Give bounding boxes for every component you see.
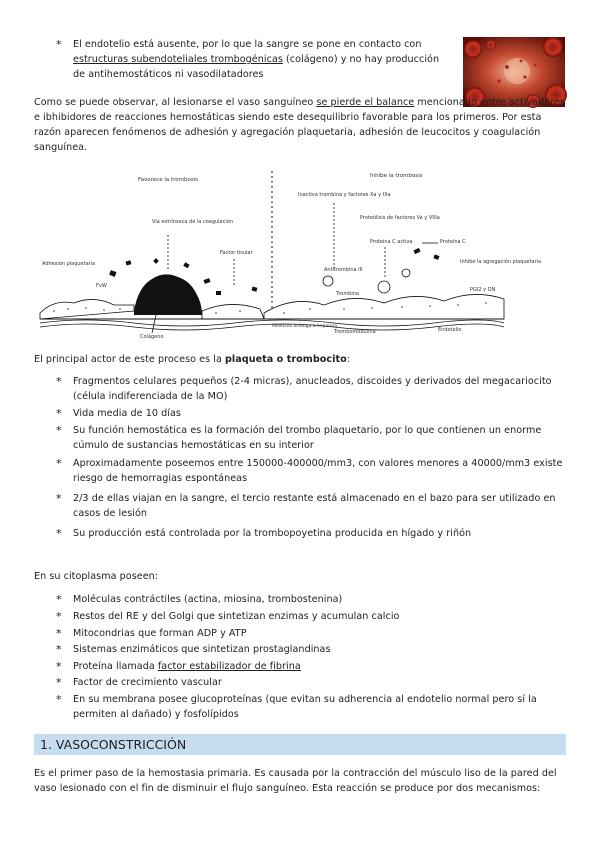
paragraph-balance: Como se puede observar, al lesionarse el vaso sanguíneo se pierde el balance mencionado entre activadores e ibhibidores de reacciones hemostáticas siendo este desequilibrio favorable para los primeros. Por esta razón aparecen fenómenos de adhesión y agregación plaquetaria, adhesión de leucocitos y coagulación sanguínea. bbox=[34, 97, 566, 153]
cytoplasm-intro: En su citoplasma poseen: bbox=[34, 571, 159, 582]
bullet-star: * bbox=[56, 693, 62, 706]
section-heading bbox=[34, 734, 566, 755]
bullet-star: * bbox=[56, 676, 62, 689]
underlined-term: se pierde el balance bbox=[316, 97, 415, 108]
label-trombina: Trombina bbox=[336, 291, 359, 297]
label-favorece: Favorece la trombosis bbox=[138, 177, 199, 183]
bullet-star: * bbox=[56, 660, 62, 673]
label-via-extrinseca: Vía extrínseca de la coagulación bbox=[152, 219, 233, 225]
bold-term: plaqueta o trombocito bbox=[225, 354, 347, 365]
bullet-star: * bbox=[56, 527, 62, 540]
paragraph-vasoconstriction: Es el primer paso de la hemostasia primaria. Es causada por la contracción del músculo liso de la pared del vaso lesionado con el fin de disminuir el flujo sanguíneo. Esta reacción se produce por dos mecanismos: bbox=[34, 768, 557, 794]
underlined-term: factor estabilizador de fibrina bbox=[157, 661, 301, 672]
label-proteolisis: Proteólisis de factores Va y VIIIa bbox=[360, 215, 440, 221]
label-adhesion: Adhesión plaquetaria bbox=[42, 261, 96, 267]
bullet-star: * bbox=[56, 643, 62, 656]
bullet-star: * bbox=[56, 407, 62, 420]
paragraph-main-actor: El principal actor de este proceso es la plaqueta o trombocito: bbox=[34, 354, 351, 365]
bullet-star: * bbox=[56, 610, 62, 623]
label-trombomodulina: Trombomodulina bbox=[334, 329, 376, 335]
label-inhibe-agregacion: Inhibe la agregación plaquetaria bbox=[460, 259, 542, 265]
bullet-star: * bbox=[56, 627, 62, 640]
label-pgi2: PGI2 y ON bbox=[470, 287, 496, 293]
bullet-star: * bbox=[56, 492, 62, 505]
label-inactiva: Inactiva trombina y factores Xa y IXa bbox=[298, 192, 391, 198]
section-title: 1. VASOCONSTRICCIÓN bbox=[40, 737, 187, 752]
bullet-star: * bbox=[56, 38, 62, 51]
label-molecula: Molécula análoga a heparina bbox=[272, 324, 337, 329]
label-antitrombina: Antitrombina III bbox=[324, 267, 363, 273]
underlined-term: estructuras subendoteliales trombogénicas bbox=[73, 54, 283, 65]
bullet-star: * bbox=[56, 375, 62, 388]
bullet-star: * bbox=[56, 424, 62, 437]
label-factor-tisular: Factor tisular bbox=[220, 250, 253, 256]
label-proteina-cs: Proteína C activa bbox=[370, 239, 413, 245]
label-fvw: FvW bbox=[96, 283, 107, 289]
hemostasis-diagram bbox=[34, 163, 542, 340]
label-proteina-c: Proteína C bbox=[440, 239, 466, 245]
intro-bullet-text: El endotelio está ausente, por lo que la sangre se pone en contacto con estructuras subendoteliales trombogénicas (colágeno) y no hay producción de antihemostáticos ni vasodilatadores bbox=[73, 39, 440, 80]
document-page: * El endotelio está ausente, por lo que la sangre se pone en contacto con estructuras subendoteliales trombogénicas (colágeno) y no hay producción de antihemostáticos ni vasodilatadores Como se puede observar, al lesionarse el vaso sanguíneo se pierde el balance mencionado entre activadores e ibhibidores de reacciones hemostáticas siendo este desequilibrio favorable para los primeros. Por esta razón aparecen fenómenos de adhesión y agregación plaquetaria, adhesión de leucocitos y coagulación sanguínea. Favorece la trombosis Inhibe la trombosis Inactiva trombina y factores Xa y IXa Proteólisis de factores Va y VIIIa Proteína C activa Proteína C Vía extrínseca de la coagulación Factor tisular Adhesión plaquetaria FvW Antitrombina III Trombina Inhibe la agregación plaquetaria PGI2 y ON Molécula análoga a heparina Trombomodulina Endotelio Colágeno El principal actor de este proceso es la plaqueta o trombocito: * Fragmentos celulares pequeños (2-4 micras), anucleados, discoides y derivados del megacariocito (célula indiferenciada de la MO) * Vida media de 10 días * Su función hemostática es la formación del trombo plaquetario, por lo que contienen un enorme cúmulo de sustancias hemostáticas en su interior * Aproximadamente poseemos entre 150000-400000/mm3, con valores menores a 40000/mm3 existe riesgo de hemorragias espontáneas * 2/3 de ellas viajan en la sangre, el tercio restante está almacenado en el bazo para ser utilizado en casos de lesión * Su producción está controlada por la trombopoyetina producida en hígado y riñón En su citoplasma poseen: * Moléculas contráctiles (actina, miosina, trombostenina) * Restos del RE y del Golgi que sintetizan enzimas y acumulan calcio * Mitocondrias que forman ADP y ATP * Sistemas enzimáticos que sintetizan prostaglandinas * Proteína llamada factor estabilizador de fibrina * Factor de crecimiento vascular * En su membrana posee glucoproteínas (que evitan su adherencia al endotelio normal pero sí la permiten al dañado) y fosfolípidos 1. VASOCONSTRICCIÓN Es el primer paso de la hemostasia primaria. Es causada por la contracción del músculo liso de la pared del vaso lesionado con el fin de disminuir el flujo sanguíneo. Esta reacción se produce por dos mecanismos: bbox=[34, 38, 566, 794]
bullet-star: * bbox=[56, 457, 62, 470]
bullet-star: * bbox=[56, 593, 62, 606]
platelet-plug bbox=[134, 274, 202, 315]
label-endotelio: Endotelio bbox=[438, 327, 462, 333]
label-inhibe: Inhibe la trombosis bbox=[370, 173, 423, 179]
label-colageno: Colágeno bbox=[140, 334, 164, 340]
